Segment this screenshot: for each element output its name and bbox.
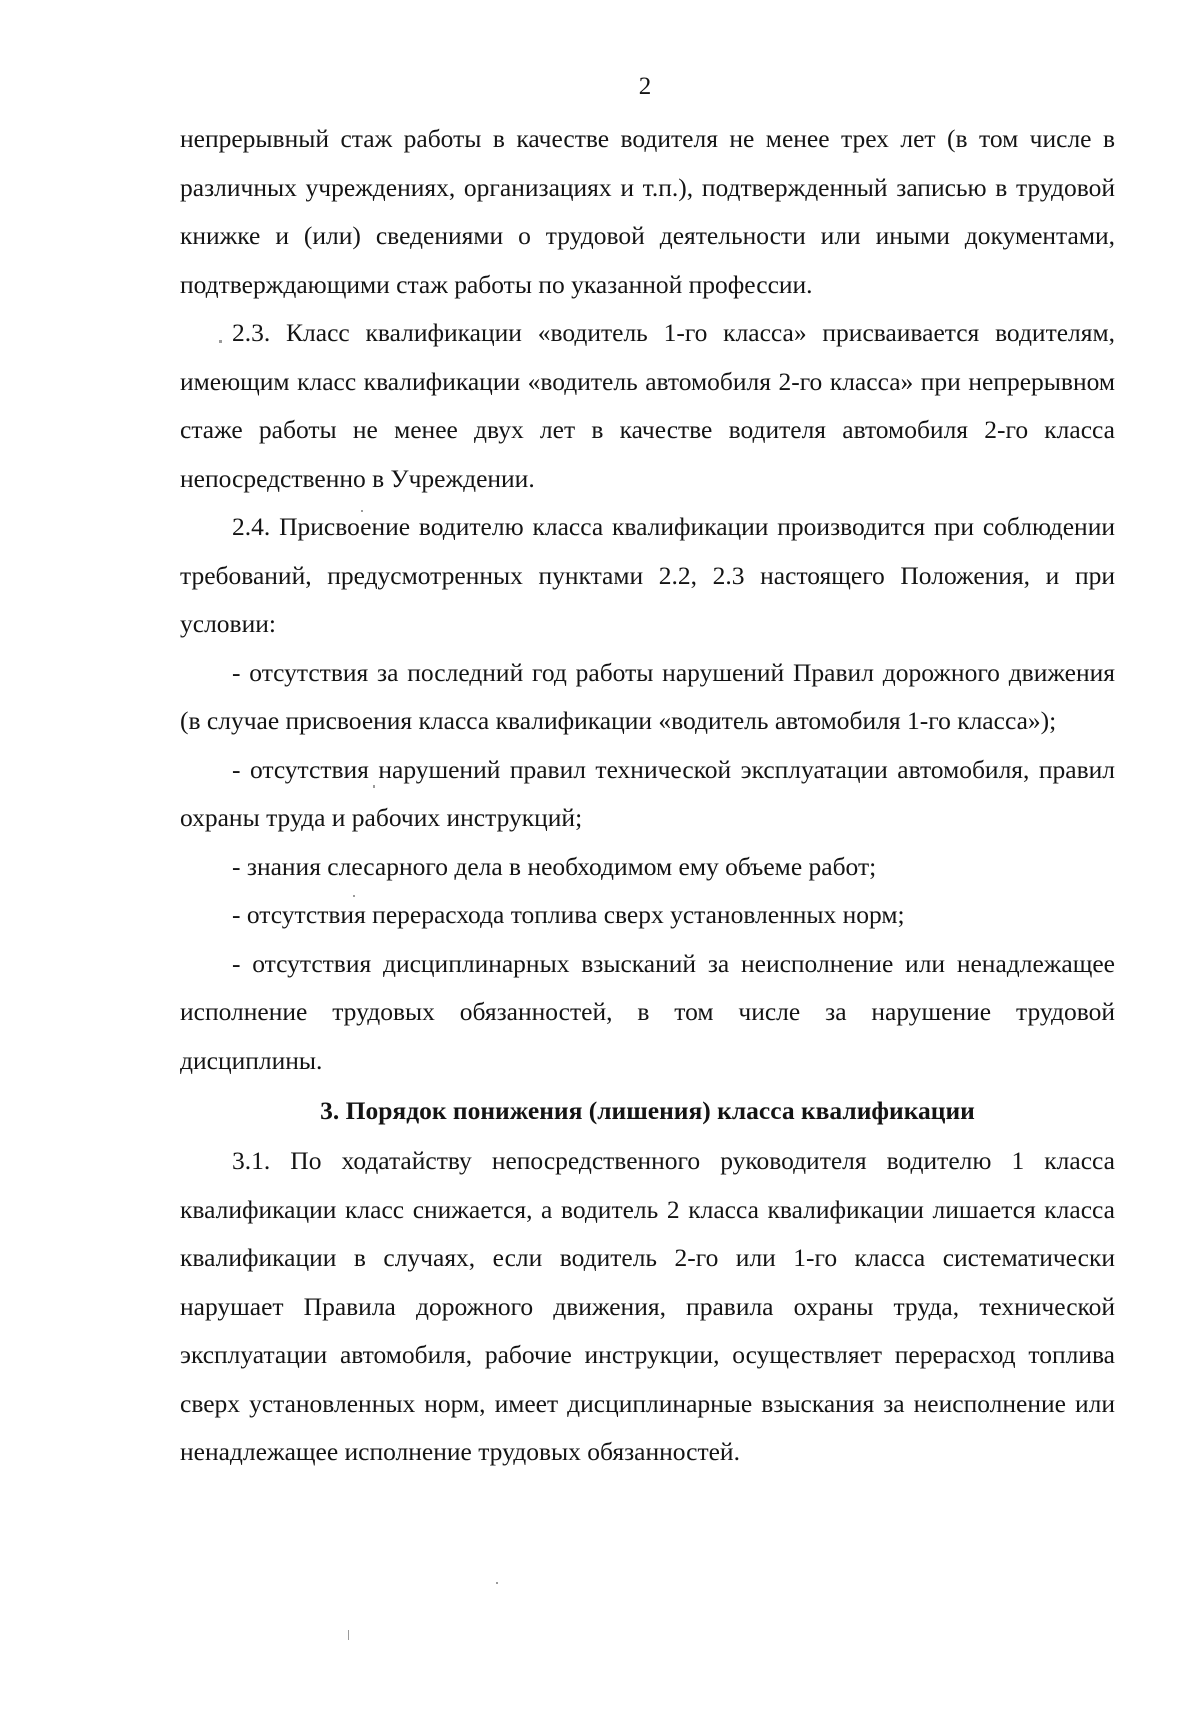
page-number: 2 — [638, 73, 652, 100]
condition-item-traffic-rules: - отсутствия за последний год работы нарушений Правил дорожного движения (в случае присвоения класса квалификации «водитель автомобиля 1-го класса»); — [180, 657, 1115, 735]
condition-item-fuel: - отсутствия перерасхода топлива сверх установленных норм; — [232, 900, 905, 929]
scan-speck — [219, 340, 222, 343]
scan-speck — [348, 1630, 349, 1640]
condition-item-technical-rules: - отсутствия нарушений правил технической эксплуатации автомобиля, правил охраны труда и рабочих инструкций; — [180, 754, 1115, 832]
paragraph-stazh-continuation: непрерывный стаж работы в качестве водителя не менее трех лет (в том числе в различных учреждениях, организациях и т.п.), подтвержденный записью в трудовой книжке и (или) сведениями о трудовой деятельности или иными документами, подтверждающими стаж работы по указанной профессии. — [180, 124, 1115, 299]
section-3-heading: 3. Порядок понижения (лишения) класса квалификации — [320, 1096, 975, 1125]
document-body — [180, 115, 1115, 1477]
condition-item-discipline: - отсутствия дисциплинарных взысканий за неисполнение или ненадлежащее исполнение трудовых обязанностей, в том числе за нарушение трудовой дисциплины. — [180, 948, 1115, 1075]
scan-speck — [361, 510, 363, 512]
paragraph-3-1: 3.1. По ходатайству непосредственного руководителя водителю 1 класса квалификации класс снижается, а водитель 2 класса квалификации лишается класса квалификации в случаях, если водитель 2-го или 1-го класса систематически нарушает Правила дорожного движения, правила охраны труда, технической эксплуатации автомобиля, рабочие инструкции, осуществляет перерасход топлива сверх установленных норм, имеет дисциплинарные взыскания за неисполнение или ненадлежащее исполнение трудовых обязанностей. — [180, 1146, 1115, 1466]
paragraph-2-3: 2.3. Класс квалификации «водитель 1-го класса» присваивается водителям, имеющим класс квалификации «водитель автомобиля 2-го класса» при непрерывном стаже работы не менее двух лет в качестве водителя автомобиля 2-го класса непосредственно в Учреждении. — [180, 318, 1115, 493]
condition-item-locksmith-knowledge: - знания слесарного дела в необходимом ему объеме работ; — [232, 851, 877, 881]
scan-speck — [353, 895, 355, 897]
scan-speck — [373, 785, 375, 788]
paragraph-2-4: 2.4. Присвоение водителю класса квалификации производится при соблюдении требований, предусмотренных пунктами 2.2, 2.3 настоящего Положения, и при условии: — [180, 512, 1115, 638]
scan-speck — [496, 1582, 498, 1584]
